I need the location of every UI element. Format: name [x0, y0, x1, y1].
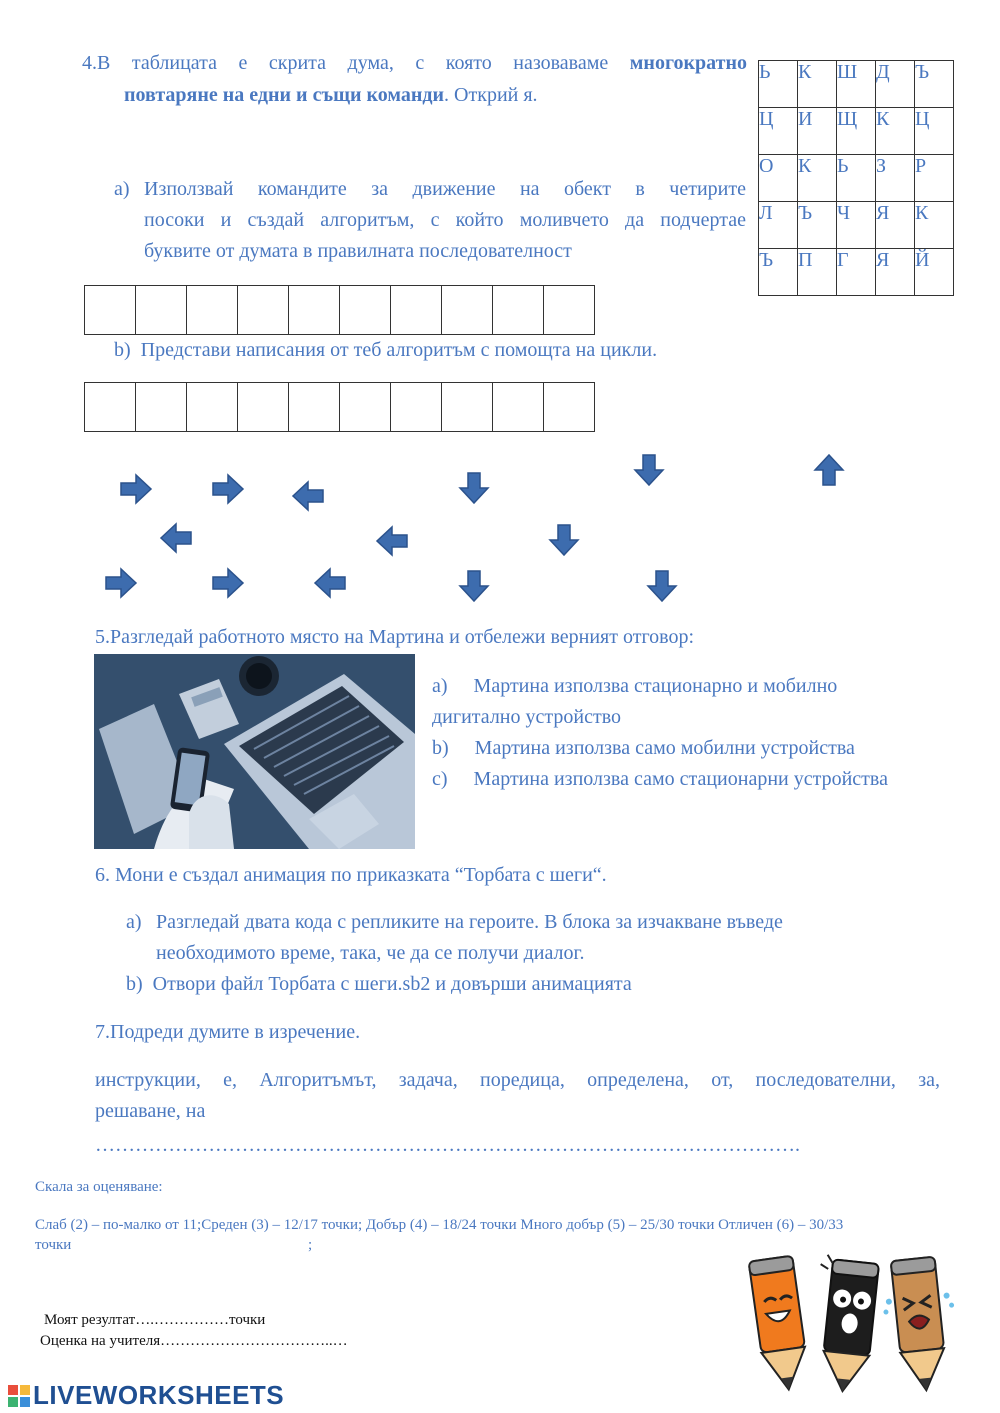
letter-cell: К	[798, 155, 837, 202]
letter-cell: К	[798, 61, 837, 108]
answer-cell[interactable]	[187, 383, 238, 432]
answer-cell[interactable]	[187, 286, 238, 335]
letter-cell: З	[876, 155, 915, 202]
letter-grid	[758, 60, 954, 296]
q4-a-text-line2: посоки и създай алгоритъм, с който моливчето да подчертае	[144, 209, 746, 231]
pencils-illustration	[745, 1250, 975, 1395]
letter-cell: Д	[876, 61, 915, 108]
q5-options	[432, 671, 967, 795]
q4-a-item	[114, 174, 746, 267]
letter-cell: К	[876, 108, 915, 155]
answer-cell[interactable]	[85, 383, 136, 432]
arrow-right-icon[interactable]	[210, 471, 246, 507]
answer-boxes-a	[84, 285, 595, 335]
q5-option-c[interactable]: c) Мартина използва само стационарни устройства	[432, 768, 888, 790]
answer-cell[interactable]	[442, 286, 493, 335]
q6-b-item: b) Отвори файл Торбата с шеги.sb2 и довърши анимацията	[126, 973, 632, 995]
letter-cell: Ц	[915, 108, 954, 155]
answer-cell[interactable]	[493, 286, 544, 335]
answer-cell[interactable]	[289, 286, 340, 335]
workspace-photo	[94, 654, 415, 849]
q4-a-label: a)	[114, 178, 130, 200]
answer-cell[interactable]	[391, 383, 442, 432]
letter-cell: Ц	[759, 108, 798, 155]
q7-words: инструкции, е, Алгоритъмът, задача, поредица, определена, от, последователни, за, решаване, на	[95, 1069, 940, 1122]
answer-cell[interactable]	[289, 383, 340, 432]
letter-cell: Г	[837, 249, 876, 296]
answer-cell[interactable]	[85, 286, 136, 335]
answer-cell[interactable]	[238, 383, 289, 432]
letter-cell: Р	[915, 155, 954, 202]
arrow-left-icon[interactable]	[312, 565, 348, 601]
arrow-right-icon[interactable]	[103, 565, 139, 601]
teacher-grade-line: Оценка на учителя……………………………..…	[40, 1333, 348, 1349]
answer-cell[interactable]	[442, 383, 493, 432]
q4-a-text-line3: буквите от думата в правилната последователност	[144, 240, 572, 262]
letter-cell: К	[915, 202, 954, 249]
q6-a-item: a) Разгледай двата кода с репликите на героите. В блока за изчакване въведе необходимото време, така, че да се получи диалог.	[126, 911, 783, 964]
letter-cell: О	[759, 155, 798, 202]
q4-intro-line1: 4.В таблицата е скрита дума, с която назоваваме многократно	[82, 52, 748, 74]
letter-cell: Ъ	[759, 249, 798, 296]
arrow-left-icon[interactable]	[158, 520, 194, 556]
liveworksheets-logo[interactable]: LIVEWORKSHEETS	[8, 1380, 284, 1411]
letter-cell: Ь	[759, 61, 798, 108]
logo-blocks-icon	[8, 1385, 30, 1407]
q4-b-text: Представи написания от теб алгоритъм с помощта на цикли.	[140, 339, 658, 361]
arrow-down-icon[interactable]	[456, 568, 492, 604]
arrow-down-icon[interactable]	[644, 568, 680, 604]
q6-title: 6. Мони е създал анимация по приказката “Торбата с шеги“.	[95, 864, 607, 886]
letter-cell: Щ	[837, 108, 876, 155]
arrow-right-icon[interactable]	[210, 565, 246, 601]
arrow-left-icon[interactable]	[374, 523, 410, 559]
scale-line2: точки	[35, 1237, 72, 1253]
letter-cell: Й	[915, 249, 954, 296]
letter-cell: Л	[759, 202, 798, 249]
arrow-up-icon[interactable]	[811, 452, 847, 488]
answer-cell[interactable]	[493, 383, 544, 432]
q5-title: 5.Разгледай работното място на Мартина и отбележи верният отговор:	[95, 626, 695, 648]
q4-intro-line2: повтаряне на едни и същи команди. Открий я.	[124, 84, 538, 106]
scale-line2-semicolon: ;	[308, 1237, 313, 1253]
q5-option-a-cont: дигитално устройство	[432, 706, 621, 728]
scale-line1: Слаб (2) – по-малко от 11;Среден (3) – 12/17 точки; Добър (4) – 18/24 точки Много добър (5) – 25/30 точки Отличен (6) – 30/33	[35, 1217, 844, 1233]
answer-cell[interactable]	[391, 286, 442, 335]
arrow-down-icon[interactable]	[546, 522, 582, 558]
q7-title: 7.Подреди думите в изречение.	[95, 1021, 361, 1043]
letter-cell: Ш	[837, 61, 876, 108]
letter-cell: Я	[876, 202, 915, 249]
answer-cell[interactable]	[544, 383, 595, 432]
q4-b-label: b)	[114, 339, 131, 361]
q4-a-text-line1: Използвай командите за движение на обект в четирите	[144, 178, 746, 200]
letter-cell: П	[798, 249, 837, 296]
q4-b-item	[114, 335, 657, 366]
answer-boxes-b	[84, 382, 595, 432]
arrow-down-icon[interactable]	[456, 470, 492, 506]
scale-title: Скала за оценяване:	[35, 1179, 163, 1195]
arrow-right-icon[interactable]	[118, 471, 154, 507]
answer-cell[interactable]	[340, 383, 391, 432]
letter-cell: Ъ	[798, 202, 837, 249]
q5-option-b[interactable]: b) Мартина използва само мобилни устройства	[432, 737, 855, 759]
arrow-left-icon[interactable]	[290, 478, 326, 514]
letter-cell: Ъ	[915, 61, 954, 108]
answer-cell[interactable]	[238, 286, 289, 335]
q5-option-a[interactable]: a) Мартина използва стационарно и мобилно	[432, 675, 838, 697]
letter-cell: И	[798, 108, 837, 155]
answer-cell[interactable]	[340, 286, 391, 335]
arrow-down-icon[interactable]	[631, 452, 667, 488]
letter-cell: Ч	[837, 202, 876, 249]
letter-cell: Ь	[837, 155, 876, 202]
q7-answer-line[interactable]: …………………………………………………………………………………………….	[95, 1134, 800, 1156]
my-result-line[interactable]: Моят резултат….……………точки	[44, 1312, 266, 1328]
answer-cell[interactable]	[136, 286, 187, 335]
letter-cell: Я	[876, 249, 915, 296]
answer-cell[interactable]	[544, 286, 595, 335]
answer-cell[interactable]	[136, 383, 187, 432]
